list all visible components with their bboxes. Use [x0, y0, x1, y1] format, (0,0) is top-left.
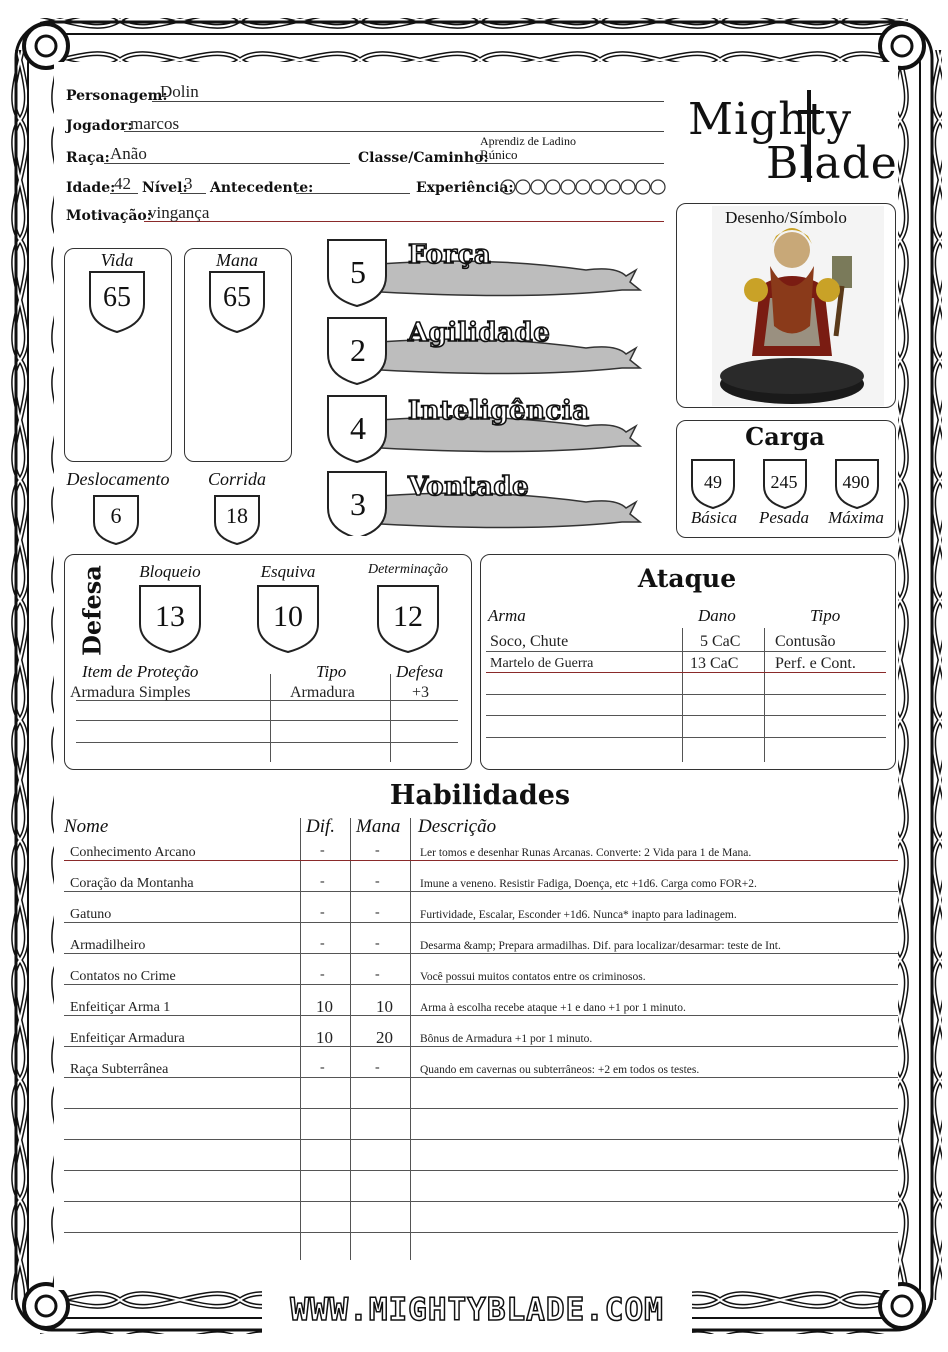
jogador-label: Jogador: [66, 118, 133, 134]
raca-label: Raça: [66, 150, 110, 166]
defesa-title: Defesa [77, 565, 107, 656]
protecao-tipo-cell[interactable]: Armadura [290, 684, 355, 701]
inteligencia-value[interactable]: 4 [350, 410, 366, 446]
habilidade-dif-cell[interactable]: - [320, 1060, 325, 1075]
ataque-arma-cell[interactable]: Soco, Chute [490, 633, 569, 650]
inteligencia-label: Inteligência [408, 396, 590, 426]
protecao-col-divider-1 [270, 674, 271, 762]
ataque-arma-header: Arma [488, 606, 526, 625]
carga-pesada-value[interactable]: 245 [770, 472, 798, 492]
habilidade-nome-cell[interactable]: Conhecimento Arcano [70, 845, 196, 860]
habilidades-row-line [64, 1108, 898, 1109]
personagem-underline [152, 101, 664, 102]
habilidades-col-divider-1 [300, 818, 301, 1260]
mana-value[interactable]: 65 [223, 282, 251, 313]
portrait-label: Desenho/Símbolo [725, 208, 847, 227]
ataque-row-line [486, 651, 886, 652]
habilidades-title: Habilidades [389, 780, 571, 811]
classe-field[interactable]: Rúnico [480, 147, 518, 162]
habilidade-dif-cell[interactable]: - [320, 905, 325, 920]
habilidade-nome-cell[interactable]: Enfeitiçar Arma 1 [70, 1000, 171, 1015]
habilidade-nome-cell[interactable]: Raça Subterrânea [70, 1062, 169, 1077]
ataque-tipo-cell[interactable]: Perf. e Cont. [775, 655, 856, 672]
agilidade-value[interactable]: 2 [350, 332, 366, 368]
habilidade-desc-cell[interactable]: Ler tomos e desenhar Runas Arcanas. Converte: 2 Vida para 1 de Mana. [420, 847, 752, 859]
classe-top-field[interactable]: Aprendiz de Ladino [480, 134, 576, 148]
habilidades-row-line [64, 953, 898, 954]
website-url: WWW.MIGHTYBLADE.COM [290, 1292, 664, 1328]
protecao-defesa-cell[interactable]: +3 [412, 684, 430, 701]
jogador-field[interactable]: marcos [130, 114, 180, 133]
habilidade-nome-cell[interactable]: Coração da Montanha [70, 876, 194, 891]
vontade-value[interactable]: 3 [350, 486, 366, 522]
corrida-label: Corrida [207, 469, 267, 489]
habilidades-row-line [64, 984, 898, 985]
protecao-tipo-header: Tipo [316, 662, 347, 681]
ataque-dano-cell[interactable]: 5 CaC [700, 633, 741, 650]
habilidades-row-line [64, 1046, 898, 1047]
forca-value[interactable]: 5 [350, 254, 366, 290]
antecedente-label: Antecedente: [210, 180, 314, 196]
determinacao-value[interactable]: 12 [393, 600, 423, 633]
carga-basica-value[interactable]: 49 [704, 472, 722, 492]
ataque-col-divider-1 [682, 628, 683, 762]
ataque-dano-header: Dano [698, 606, 736, 625]
jogador-underline [124, 131, 664, 132]
habilidades-desc-header: Descrição [418, 816, 497, 837]
bloqueio-value[interactable]: 13 [155, 600, 185, 633]
habilidade-dif-cell[interactable]: 10 [316, 997, 333, 1016]
ataque-tipo-header: Tipo [810, 606, 841, 625]
habilidade-nome-cell[interactable]: Gatuno [70, 907, 112, 922]
protecao-item-header: Item de Proteção [82, 662, 199, 681]
logo-line1: Mighty [688, 94, 853, 145]
bloqueio-label: Bloqueio [139, 562, 201, 581]
habilidade-desc-cell[interactable]: Desarma &amp; Prepara armadilhas. Dif. para localizar/desarmar: teste de Int. [420, 940, 781, 952]
esquiva-value[interactable]: 10 [273, 600, 303, 633]
habilidade-mana-cell[interactable]: 10 [376, 997, 393, 1016]
protecao-row-line [76, 742, 458, 743]
habilidade-dif-cell[interactable]: - [320, 843, 325, 858]
idade-label: Idade: [66, 180, 116, 196]
vida-label: Vida [100, 250, 134, 270]
habilidades-mana-header: Mana [356, 816, 401, 837]
nivel-field[interactable]: 3 [184, 174, 193, 193]
motivacao-label: Motivação: [66, 208, 152, 224]
habilidade-desc-cell[interactable]: Imune a veneno. Resistir Fadiga, Doença, etc +1d6. Carga como FOR+2. [420, 878, 757, 890]
habilidades-row-line [64, 1015, 898, 1016]
habilidade-dif-cell[interactable]: 10 [316, 1028, 333, 1047]
determinacao-label: Determinação [367, 562, 449, 577]
deslocamento-value[interactable]: 6 [110, 503, 122, 528]
vontade-label: Vontade [408, 472, 530, 502]
habilidades-row-line [64, 1139, 898, 1140]
deslocamento-label: Deslocamento [66, 469, 170, 489]
antecedente-underline [296, 193, 410, 194]
habilidade-mana-cell[interactable]: - [375, 1060, 380, 1075]
carga-pesada-label: Pesada [758, 508, 810, 527]
protecao-defesa-header: Defesa [396, 662, 444, 681]
dwarf-miniature-image [712, 206, 884, 406]
habilidade-mana-cell[interactable]: 20 [376, 1028, 393, 1047]
mana-label: Mana [216, 250, 258, 270]
habilidade-mana-cell[interactable]: - [375, 967, 380, 982]
ataque-title: Ataque [637, 564, 737, 593]
sword-icon [794, 86, 824, 186]
habilidade-desc-cell[interactable]: Arma à escolha recebe ataque +1 e dano +1 por 1 minuto. [420, 1002, 686, 1014]
mighty-blade-logo [686, 94, 896, 194]
corrida-value[interactable]: 18 [226, 503, 248, 528]
habilidade-desc-cell[interactable]: Bônus de Armadura +1 por 1 minuto. [420, 1033, 593, 1045]
ataque-row-line [486, 694, 886, 695]
esquiva-label: Esquiva [260, 562, 316, 581]
habilidades-col-divider-3 [410, 818, 411, 1260]
vida-value[interactable]: 65 [103, 282, 131, 313]
ataque-arma-cell[interactable]: Martelo de Guerra [490, 656, 594, 671]
classe-underline [476, 163, 664, 164]
habilidades-row-line [64, 1232, 898, 1233]
habilidade-mana-cell[interactable]: - [375, 936, 380, 951]
habilidade-dif-cell[interactable]: - [320, 967, 325, 982]
personagem-label: Personagem: [66, 88, 168, 104]
carga-maxima-label: Máxima [828, 508, 884, 527]
habilidade-desc-cell[interactable]: Furtividade, Escalar, Esconder +1d6. Nunca* inapto para ladinagem. [420, 909, 737, 921]
habilidades-col-divider-2 [350, 818, 351, 1260]
habilidade-dif-cell[interactable]: - [320, 936, 325, 951]
habilidades-row-line [64, 1077, 898, 1078]
habilidades-dif-header: Dif. [306, 816, 336, 837]
habilidade-desc-cell[interactable]: Quando em cavernas ou subterrâneos: +2 em todos os testes. [420, 1064, 700, 1076]
raca-field[interactable]: Anão [110, 144, 147, 163]
personagem-field[interactable]: Dolin [160, 82, 199, 101]
carga-title: Carga [745, 422, 825, 451]
habilidade-nome-cell[interactable]: Contatos no Crime [70, 969, 176, 984]
habilidades-row-line [64, 1170, 898, 1171]
protecao-col-divider-2 [390, 674, 391, 762]
logo-line2: Blade [766, 138, 898, 189]
habilidade-mana-cell[interactable]: - [375, 843, 380, 858]
carga-basica-label: Básica [690, 508, 738, 527]
ataque-col-divider-2 [764, 628, 765, 762]
habilidade-mana-cell[interactable]: - [375, 874, 380, 889]
ataque-tipo-cell[interactable]: Contusão [775, 633, 836, 650]
ataque-row-line [486, 737, 886, 738]
habilidade-nome-cell[interactable]: Armadilheiro [70, 938, 146, 953]
protecao-row-line [76, 720, 458, 721]
carga-maxima-value[interactable]: 490 [842, 472, 870, 492]
habilidade-nome-cell[interactable]: Enfeitiçar Armadura [70, 1031, 185, 1046]
habilidades-row-line [64, 922, 898, 923]
experiencia-label: Experiência: [416, 180, 514, 196]
experiencia-circles [500, 178, 668, 200]
idade-field[interactable]: 42 [114, 174, 131, 193]
forca-label: Força [408, 240, 492, 270]
motivacao-field[interactable]: vingança [148, 203, 210, 222]
motivacao-underline [144, 221, 664, 222]
agilidade-label: Agilidade [408, 318, 551, 348]
habilidade-mana-cell[interactable]: - [375, 905, 380, 920]
ataque-row-line [486, 715, 886, 716]
protecao-item-cell[interactable]: Armadura Simples [70, 684, 191, 701]
habilidade-dif-cell[interactable]: - [320, 874, 325, 889]
habilidade-desc-cell[interactable]: Você possui muitos contatos entre os criminosos. [420, 971, 646, 983]
ataque-dano-cell[interactable]: 13 CaC [690, 655, 739, 672]
classe-label: Classe/Caminho: [358, 150, 489, 166]
nivel-label: Nível: [142, 180, 188, 196]
habilidades-nome-header: Nome [64, 816, 109, 837]
habilidades-row-line [64, 1201, 898, 1202]
